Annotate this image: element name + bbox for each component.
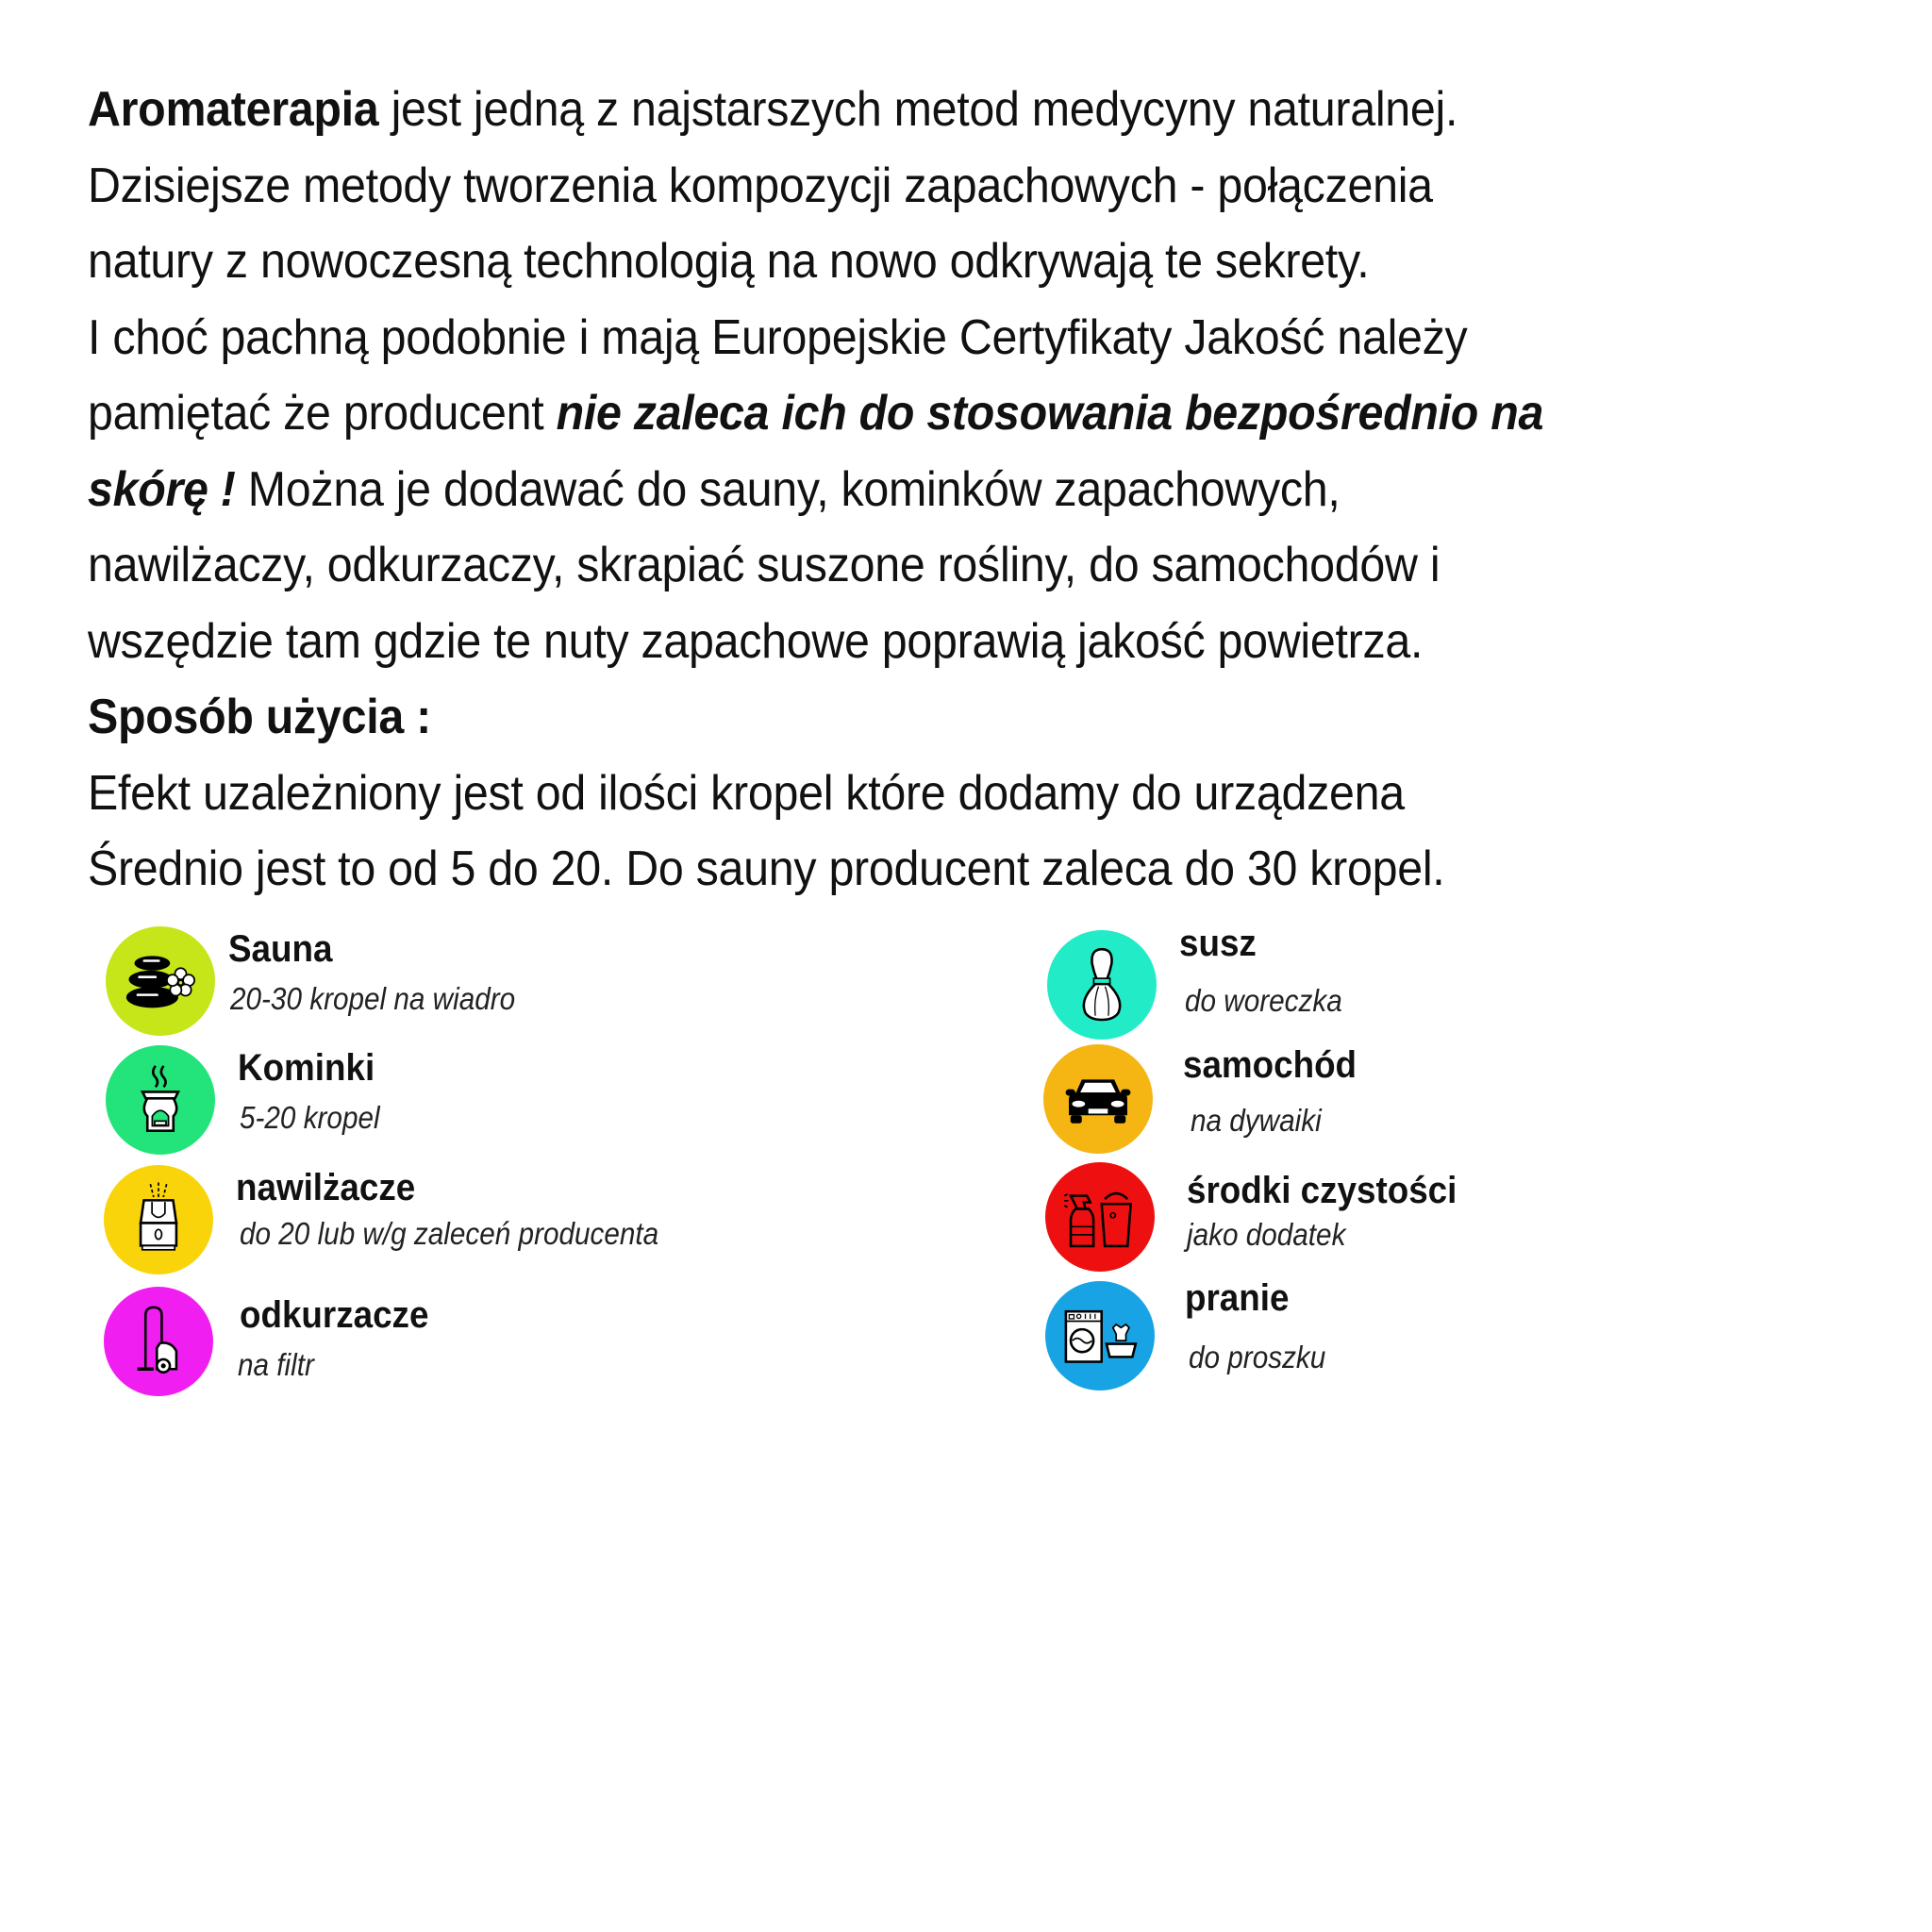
usage-item-odkurzacze xyxy=(104,1287,764,1400)
item-subtitle: na dywaiki xyxy=(1191,1103,1322,1138)
item-title: odkurzacze xyxy=(240,1294,429,1336)
usage-item-srodki-czystosci xyxy=(1045,1162,1762,1275)
usage-line-1: Efekt uzależniony jest od ilości kropel które dodamy do urządzena xyxy=(88,765,1405,821)
usage-item-pranie xyxy=(1045,1277,1706,1394)
intro-line-6: skórę ! Można je dodawać do sauny, kominków zapachowych, xyxy=(88,461,1341,517)
intro-line-5: pamiętać że producent nie zaleca ich do stosowania bezpośrednio na xyxy=(88,386,1544,441)
humidifier-icon xyxy=(104,1165,213,1274)
intro-line-4: I choć pachną podobnie i mają Europejskie Certyfikaty Jakość należy xyxy=(88,309,1468,365)
warning-text: nie zaleca ich do stosowania bezpośrednio na xyxy=(556,386,1544,441)
item-subtitle: 20-30 kropel na wiadro xyxy=(230,981,516,1016)
usage-item-samochod xyxy=(1043,1044,1704,1158)
item-title: susz xyxy=(1179,923,1257,964)
item-title: środki czystości xyxy=(1187,1170,1457,1211)
item-subtitle: do proszku xyxy=(1189,1340,1326,1374)
warning-text-end: skórę ! xyxy=(88,461,236,517)
usage-heading: Sposób użycia : xyxy=(88,690,431,744)
intro-line-1: Aromaterapia jest jedną z najstarszych metod medycyny naturalnej. xyxy=(88,82,1458,137)
sachet-icon xyxy=(1047,930,1157,1040)
intro-line-7: nawilżaczy, odkurzaczy, skrapiać suszone rośliny, do samochodów i xyxy=(88,538,1441,592)
usage-line-2: Średnio jest to od 5 do 20. Do sauny producent zaleca do 30 kropel. xyxy=(88,841,1445,896)
item-subtitle: do 20 lub w/g zaleceń producenta xyxy=(240,1216,659,1251)
laundry-icon xyxy=(1045,1281,1155,1391)
item-title: nawilżacze xyxy=(236,1167,416,1208)
intro-line-3: natury z nowoczesną technologią na nowo odkrywają te sekrety. xyxy=(88,234,1370,289)
item-title: pranie xyxy=(1185,1277,1290,1319)
usage-item-sauna xyxy=(106,926,766,1040)
item-title: Sauna xyxy=(228,928,333,970)
item-subtitle: do woreczka xyxy=(1185,983,1342,1018)
item-subtitle: jako dodatek xyxy=(1187,1217,1346,1252)
spa-stones-icon xyxy=(106,926,215,1036)
item-title: Kominki xyxy=(238,1047,375,1089)
car-icon xyxy=(1043,1044,1153,1154)
item-title: samochód xyxy=(1183,1044,1357,1086)
cleaning-products-icon xyxy=(1045,1162,1155,1272)
usage-item-nawilzacze xyxy=(104,1165,821,1278)
intro-line-8: wszędzie tam gdzie te nuty zapachowe poprawią jakość powietrza. xyxy=(88,613,1424,669)
usage-item-kominki xyxy=(106,1045,766,1158)
intro-line-2: Dzisiejsze metody tworzenia kompozycji zapachowych - połączenia xyxy=(88,158,1433,213)
usage-item-susz xyxy=(1047,923,1707,1043)
oil-burner-icon xyxy=(106,1045,215,1155)
vacuum-cleaner-icon xyxy=(104,1287,213,1396)
item-subtitle: na filtr xyxy=(238,1347,314,1382)
item-subtitle: 5-20 kropel xyxy=(240,1100,380,1135)
